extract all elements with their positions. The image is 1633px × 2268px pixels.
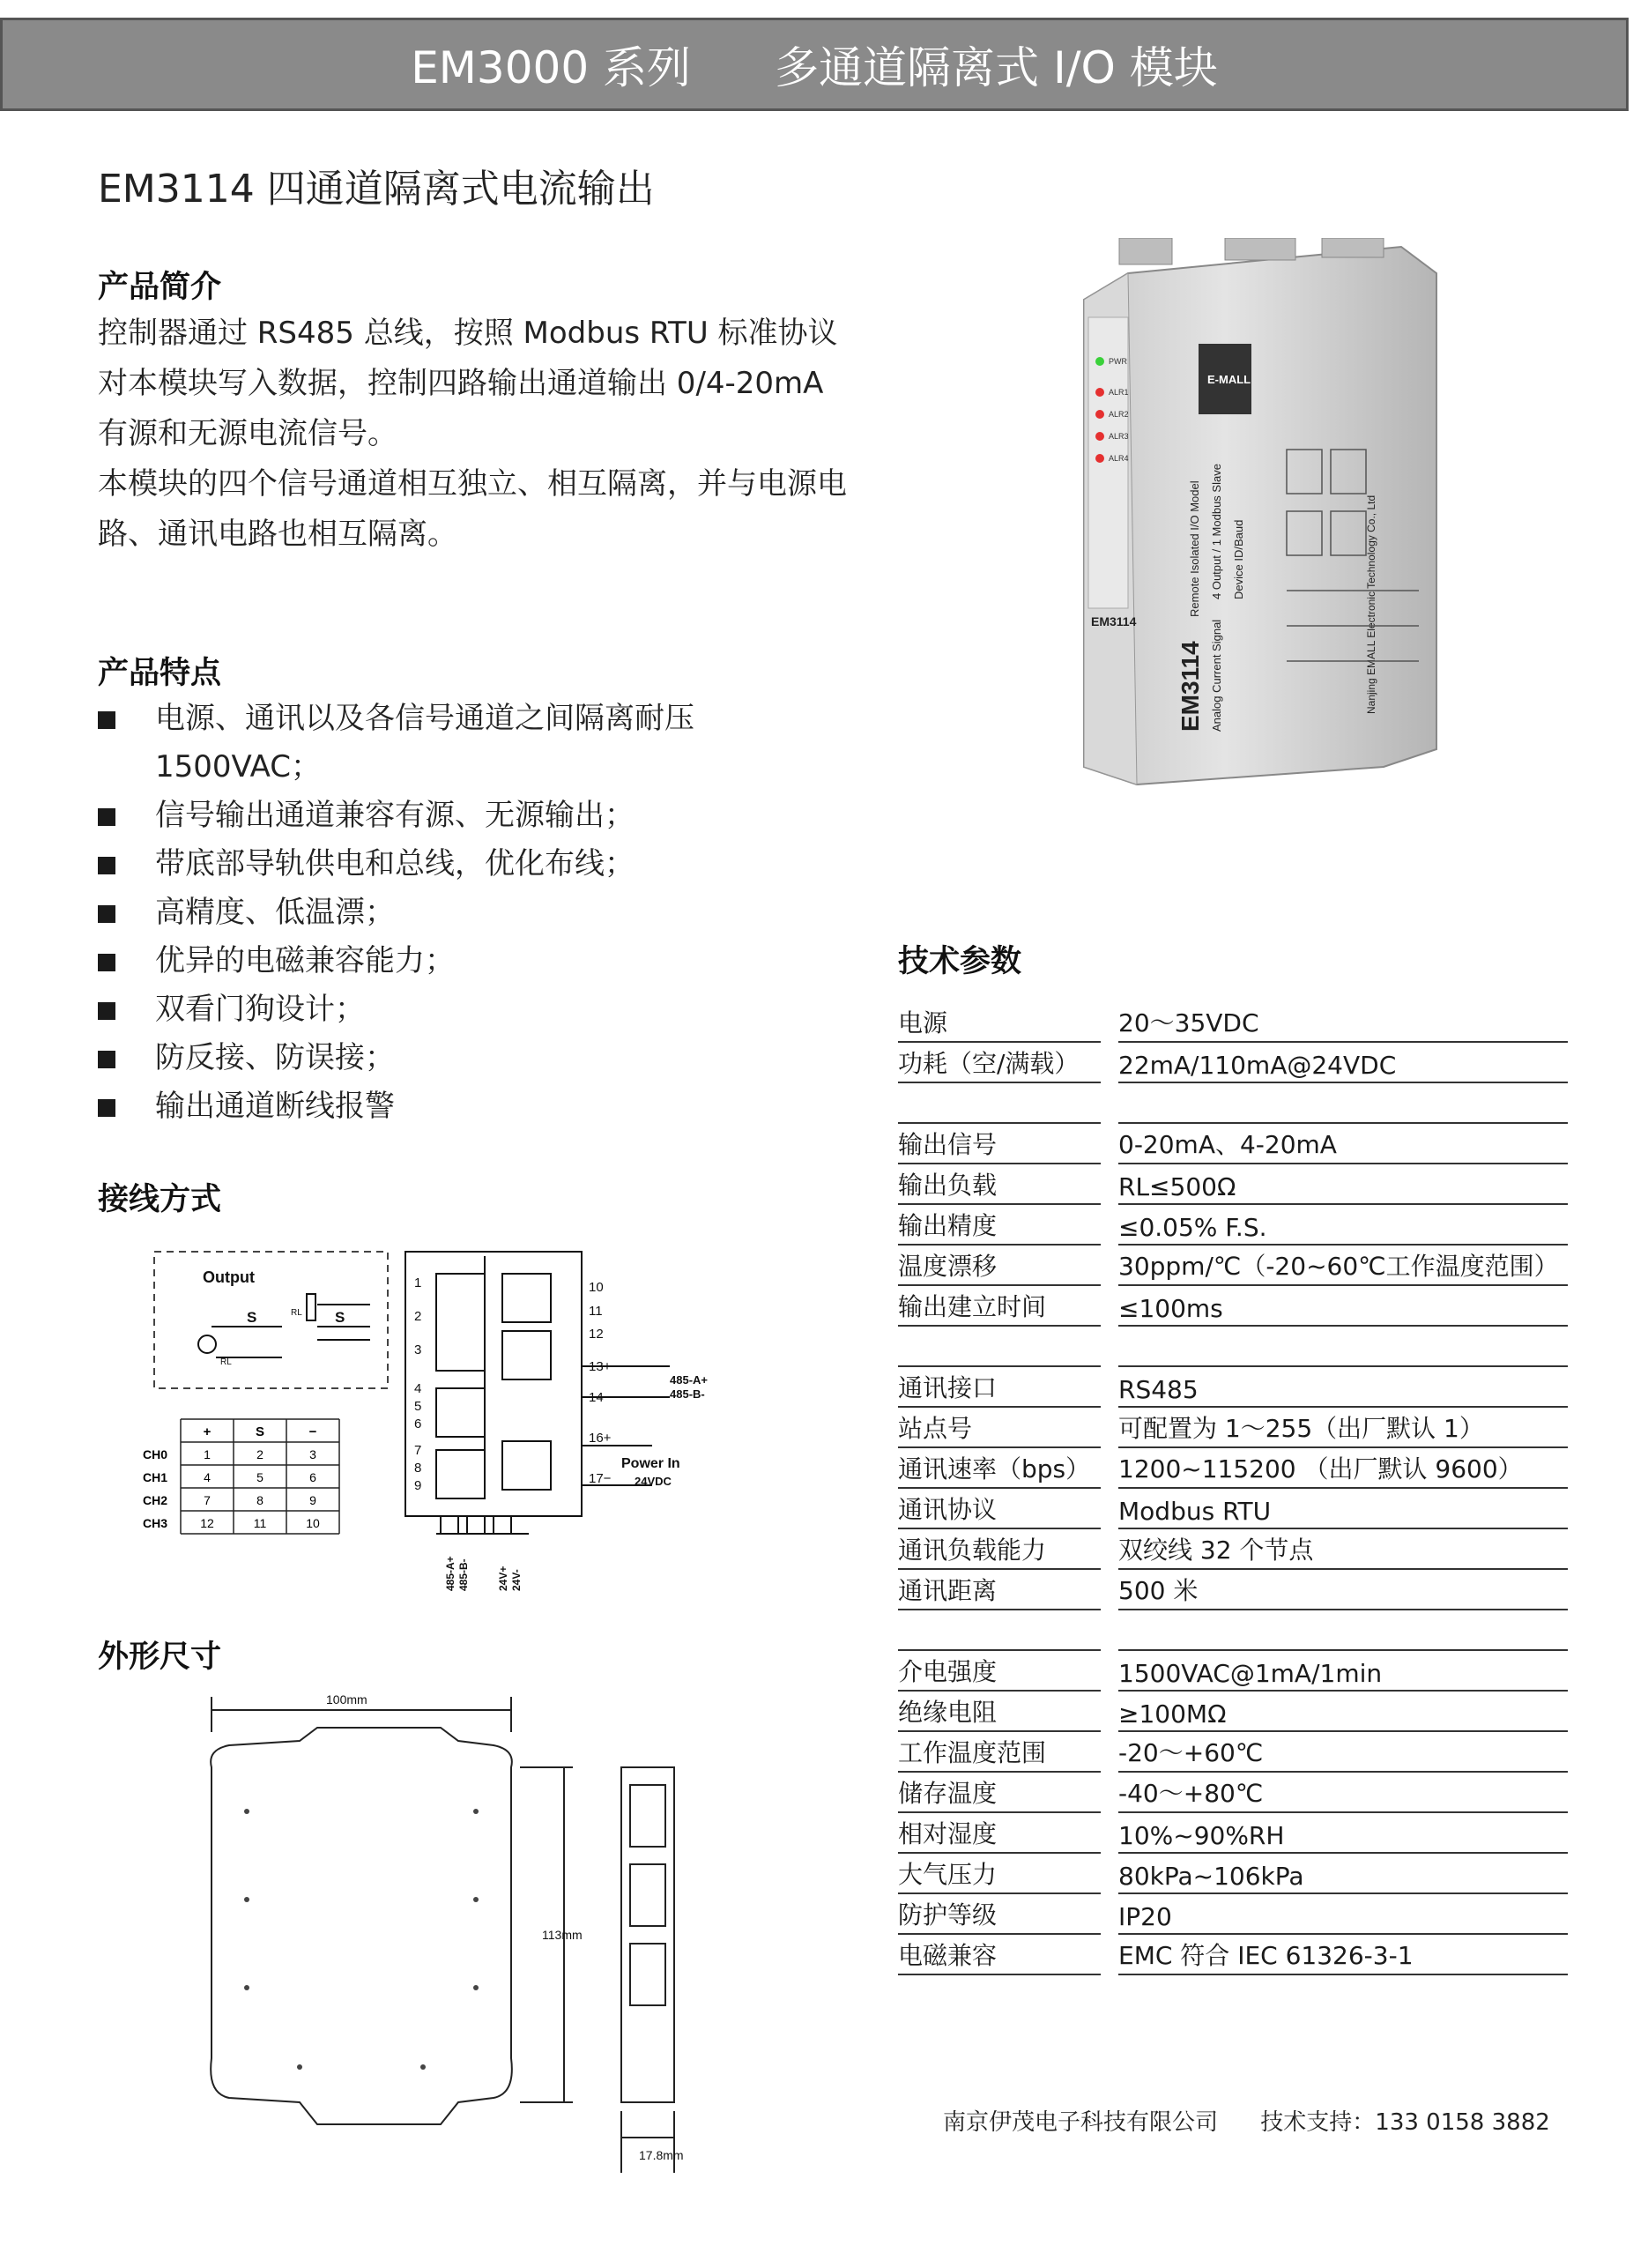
intro-paragraph-1: 控制器通过 RS485 总线，按照 Modbus RTU 标准协议对本模块写入数据，控制四路输出通道输出 0/4-20mA 有源和无源电流信号。 [98, 316, 838, 451]
table-header: S [255, 1424, 265, 1439]
spec-value: 1200~115200 （出厂默认 9600） [1118, 1450, 1568, 1489]
spec-row [898, 1246, 1568, 1286]
spec-value: RS485 [1118, 1375, 1568, 1408]
spec-value: -40～+80℃ [1118, 1774, 1568, 1813]
spec-label: 工作温度范围 [898, 1734, 1101, 1773]
bottom-label-485b: 485-B- [457, 1558, 470, 1591]
term-left-4: 4 [414, 1381, 422, 1396]
channel-terminal: 3 [309, 1447, 316, 1461]
product-model-side: EM3114 [1091, 614, 1137, 628]
term-left-5: 5 [414, 1399, 422, 1414]
spec-value: ≤100ms [1118, 1294, 1568, 1327]
spec-row [898, 1083, 1568, 1124]
bottom-label-24vn: 24V- [510, 1569, 523, 1591]
output-label: Output [203, 1268, 255, 1286]
wiring-diagram [106, 1234, 740, 1604]
spec-label: 温度漂移 [898, 1247, 1101, 1286]
bullet-icon [98, 1002, 115, 1020]
spec-value [1118, 1327, 1568, 1367]
spec-row [898, 1164, 1568, 1205]
term-left-8: 8 [414, 1461, 422, 1476]
spec-label: 输出建立时间 [898, 1288, 1101, 1327]
dimension-drawing [194, 1679, 705, 2182]
term-right-17: 17− [589, 1471, 612, 1486]
led-label-pwr: PWR [1109, 357, 1127, 366]
spec-row [898, 1529, 1568, 1570]
page-title: EM3114 四通道隔离式电流输出 [98, 167, 655, 212]
channel-name: CH1 [143, 1470, 168, 1484]
spec-value: 80kPa~106kPa [1118, 1862, 1568, 1894]
spec-label: 通讯距离 [898, 1572, 1101, 1610]
spec-value: ≤0.05% F.S. [1118, 1213, 1568, 1246]
bullet-icon [98, 905, 115, 923]
feature-text: 带底部导轨供电和总线，优化布线； [155, 846, 635, 881]
bus-b-label: 485-B- [670, 1387, 705, 1401]
spec-label: 绝缘电阻 [898, 1693, 1101, 1732]
channel-terminal: 2 [256, 1447, 264, 1461]
intro-text [98, 309, 856, 560]
feature-text: 高精度、低温漂； [155, 895, 395, 930]
term-left-9: 9 [414, 1478, 422, 1493]
channel-terminal: 11 [253, 1516, 267, 1530]
term-left-3: 3 [414, 1342, 422, 1357]
term-left-2: 2 [414, 1309, 422, 1324]
spec-row [898, 1610, 1568, 1651]
spec-row [898, 1489, 1568, 1529]
spec-label: 输出负载 [898, 1166, 1101, 1205]
bus-a-label: 485-A+ [670, 1373, 708, 1387]
feature-text: 电源、通讯以及各信号通道之间隔离耐压 1500VAC； [155, 701, 694, 785]
channel-terminal: 5 [256, 1470, 264, 1484]
power-volt-label: 24VDC [635, 1475, 672, 1488]
spec-label [898, 1327, 1101, 1367]
channel-name: CH3 [143, 1516, 168, 1530]
led-label-alr4: ALR4 [1109, 454, 1129, 463]
feature-text: 输出通道断线报警 [155, 1089, 395, 1124]
spec-row [898, 1935, 1568, 1975]
width-dimension: 100mm [326, 1692, 367, 1707]
spec-value: 可配置为 1～255（出厂默认 1） [1118, 1409, 1568, 1448]
spec-value: 1500VAC@1mA/1min [1118, 1659, 1568, 1692]
channel-terminal: 8 [256, 1493, 264, 1507]
company-name: 南京伊茂电子科技有限公司 [943, 2109, 1219, 2136]
spec-value: 22mA/110mA@24VDC [1118, 1051, 1568, 1083]
term-left-7: 7 [414, 1443, 422, 1458]
specs-heading: 技术参数 [898, 944, 1022, 979]
bullet-icon [98, 808, 115, 826]
led-label-alr3: ALR3 [1109, 432, 1129, 441]
spec-row [898, 1570, 1568, 1610]
spec-row [898, 1448, 1568, 1489]
spec-value: Modbus RTU [1118, 1497, 1568, 1529]
table-header: − [308, 1424, 317, 1439]
spec-value: 500 米 [1118, 1572, 1568, 1610]
led-label-alr2: ALR2 [1109, 410, 1129, 419]
spec-row [898, 1692, 1568, 1732]
channel-name: CH2 [143, 1493, 168, 1507]
spec-value [1118, 1610, 1568, 1651]
bottom-label-24vp: 24V+ [497, 1565, 509, 1591]
spec-row [898, 1813, 1568, 1854]
feature-item [98, 985, 865, 1034]
spec-label: 相对湿度 [898, 1815, 1101, 1854]
series-title: EM3000 系列 [411, 42, 692, 93]
dimensions-heading: 外形尺寸 [98, 1640, 222, 1675]
term-right-16: 16+ [589, 1431, 612, 1446]
spec-row [898, 1286, 1568, 1327]
features-list [98, 695, 865, 1131]
spec-label: 功耗（空/满载） [898, 1045, 1101, 1083]
feature-item [98, 792, 865, 840]
bullet-icon [98, 711, 115, 729]
product-maker: Nanjing EMALL Electronic Technology Co., Ltd [1365, 494, 1377, 714]
term-right-11: 11 [589, 1304, 603, 1319]
height-dimension: 113mm [542, 1928, 583, 1942]
spec-row [898, 1327, 1568, 1367]
spec-label: 通讯速率（bps） [898, 1450, 1101, 1489]
rl-label-1: RL [291, 1308, 302, 1318]
bullet-icon [98, 954, 115, 971]
specs-table [898, 1002, 1568, 1975]
spec-value: IP20 [1118, 1902, 1568, 1935]
feature-text: 优异的电磁兼容能力； [155, 943, 455, 978]
spec-row [898, 1854, 1568, 1894]
feature-item [98, 695, 865, 792]
spec-row [898, 1367, 1568, 1408]
channel-terminal: 4 [204, 1470, 211, 1484]
spec-row [898, 1002, 1568, 1043]
feature-text: 防反接、防误接； [155, 1040, 395, 1075]
channel-terminal: 12 [200, 1516, 214, 1530]
spec-row [898, 1732, 1568, 1773]
series-subtitle: 多通道隔离式 I/O 模块 [775, 42, 1218, 93]
channel-terminal: 1 [204, 1447, 211, 1461]
term-right-12: 12 [589, 1327, 604, 1342]
spec-label: 防护等级 [898, 1896, 1101, 1935]
term-right-13: 13+ [589, 1359, 612, 1374]
feature-item [98, 1034, 865, 1082]
product-image [1066, 238, 1472, 793]
s-label-1: S [247, 1309, 257, 1326]
spec-label: 大气压力 [898, 1855, 1101, 1894]
spec-row [898, 1408, 1568, 1448]
spec-value: 20～35VDC [1118, 1004, 1568, 1043]
intro-heading: 产品简介 [98, 270, 222, 305]
feature-item [98, 1082, 865, 1131]
spec-value: 双绞线 32 个节点 [1118, 1531, 1568, 1570]
product-brand: E-MALL [1207, 373, 1251, 386]
spec-label: 通讯协议 [898, 1491, 1101, 1529]
rl-label-2: RL [220, 1357, 232, 1367]
channel-name: CH0 [143, 1447, 168, 1461]
features-heading: 产品特点 [98, 656, 222, 691]
channel-terminal: 7 [204, 1493, 211, 1507]
bullet-icon [98, 857, 115, 874]
spec-label [898, 1083, 1101, 1124]
feature-text: 信号输出通道兼容有源、无源输出； [155, 798, 635, 833]
bottom-label-485a: 485-A+ [444, 1556, 456, 1591]
bullet-icon [98, 1051, 115, 1068]
spec-label: 电源 [898, 1004, 1101, 1043]
term-right-10: 10 [589, 1280, 604, 1295]
term-right-14: 14− [589, 1390, 612, 1405]
channel-table [143, 1419, 339, 1534]
table-header: + [203, 1424, 212, 1439]
spec-value [1118, 1083, 1568, 1124]
spec-label [898, 1610, 1101, 1651]
feature-text: 双看门狗设计； [155, 992, 365, 1027]
header-banner [0, 18, 1629, 111]
wiring-heading: 接线方式 [98, 1182, 222, 1217]
spec-row [898, 1651, 1568, 1692]
spec-label: 储存温度 [898, 1774, 1101, 1813]
footer [943, 2104, 1550, 2137]
channel-terminal: 9 [309, 1493, 316, 1507]
spec-value: 10%~90%RH [1118, 1821, 1568, 1854]
spec-value: EMC 符合 IEC 61326-3-1 [1118, 1937, 1568, 1975]
spec-value: RL≤500Ω [1118, 1172, 1568, 1205]
support-phone: 技术支持：133 0158 3882 [1260, 2109, 1550, 2136]
feature-item [98, 840, 865, 889]
spec-value: -20～+60℃ [1118, 1734, 1568, 1773]
feature-item [98, 937, 865, 985]
product-line3: Analog Current Signal [1210, 619, 1223, 732]
channel-terminal: 10 [306, 1516, 320, 1530]
power-in-label: Power In [621, 1456, 680, 1471]
spec-row [898, 1894, 1568, 1935]
feature-item [98, 889, 865, 937]
spec-label: 通讯接口 [898, 1369, 1101, 1408]
spec-row [898, 1205, 1568, 1246]
product-line2: 4 Output / 1 Modbus Slave [1210, 464, 1223, 599]
spec-row [898, 1124, 1568, 1164]
spec-row [898, 1773, 1568, 1813]
spec-value: 30ppm/℃（-20~60℃工作温度范围） [1118, 1247, 1568, 1286]
bullet-icon [98, 1099, 115, 1117]
product-device-id: Device ID/Baud [1232, 519, 1245, 599]
s-label-2: S [335, 1309, 345, 1326]
spec-value: ≥100MΩ [1118, 1699, 1568, 1732]
spec-label: 站点号 [898, 1409, 1101, 1448]
spec-row [898, 1043, 1568, 1083]
term-left-1: 1 [414, 1275, 422, 1290]
spec-value: 0-20mA、4-20mA [1118, 1126, 1568, 1164]
spec-label: 输出精度 [898, 1207, 1101, 1246]
product-model-label: EM3114 [1177, 641, 1204, 732]
spec-label: 输出信号 [898, 1126, 1101, 1164]
led-label-alr1: ALR1 [1109, 388, 1129, 397]
spec-label: 电磁兼容 [898, 1937, 1101, 1975]
spec-label: 介电强度 [898, 1653, 1101, 1692]
spec-label: 通讯负载能力 [898, 1531, 1101, 1570]
depth-dimension: 17.8mm [639, 2148, 684, 2162]
channel-terminal: 6 [309, 1470, 316, 1484]
intro-paragraph-2: 本模块的四个信号通道相互独立、相互隔离，并与电源电路、通讯电路也相互隔离。 [98, 466, 847, 552]
product-line1: Remote Isolated I/O Model [1188, 480, 1201, 617]
term-left-6: 6 [414, 1417, 422, 1431]
